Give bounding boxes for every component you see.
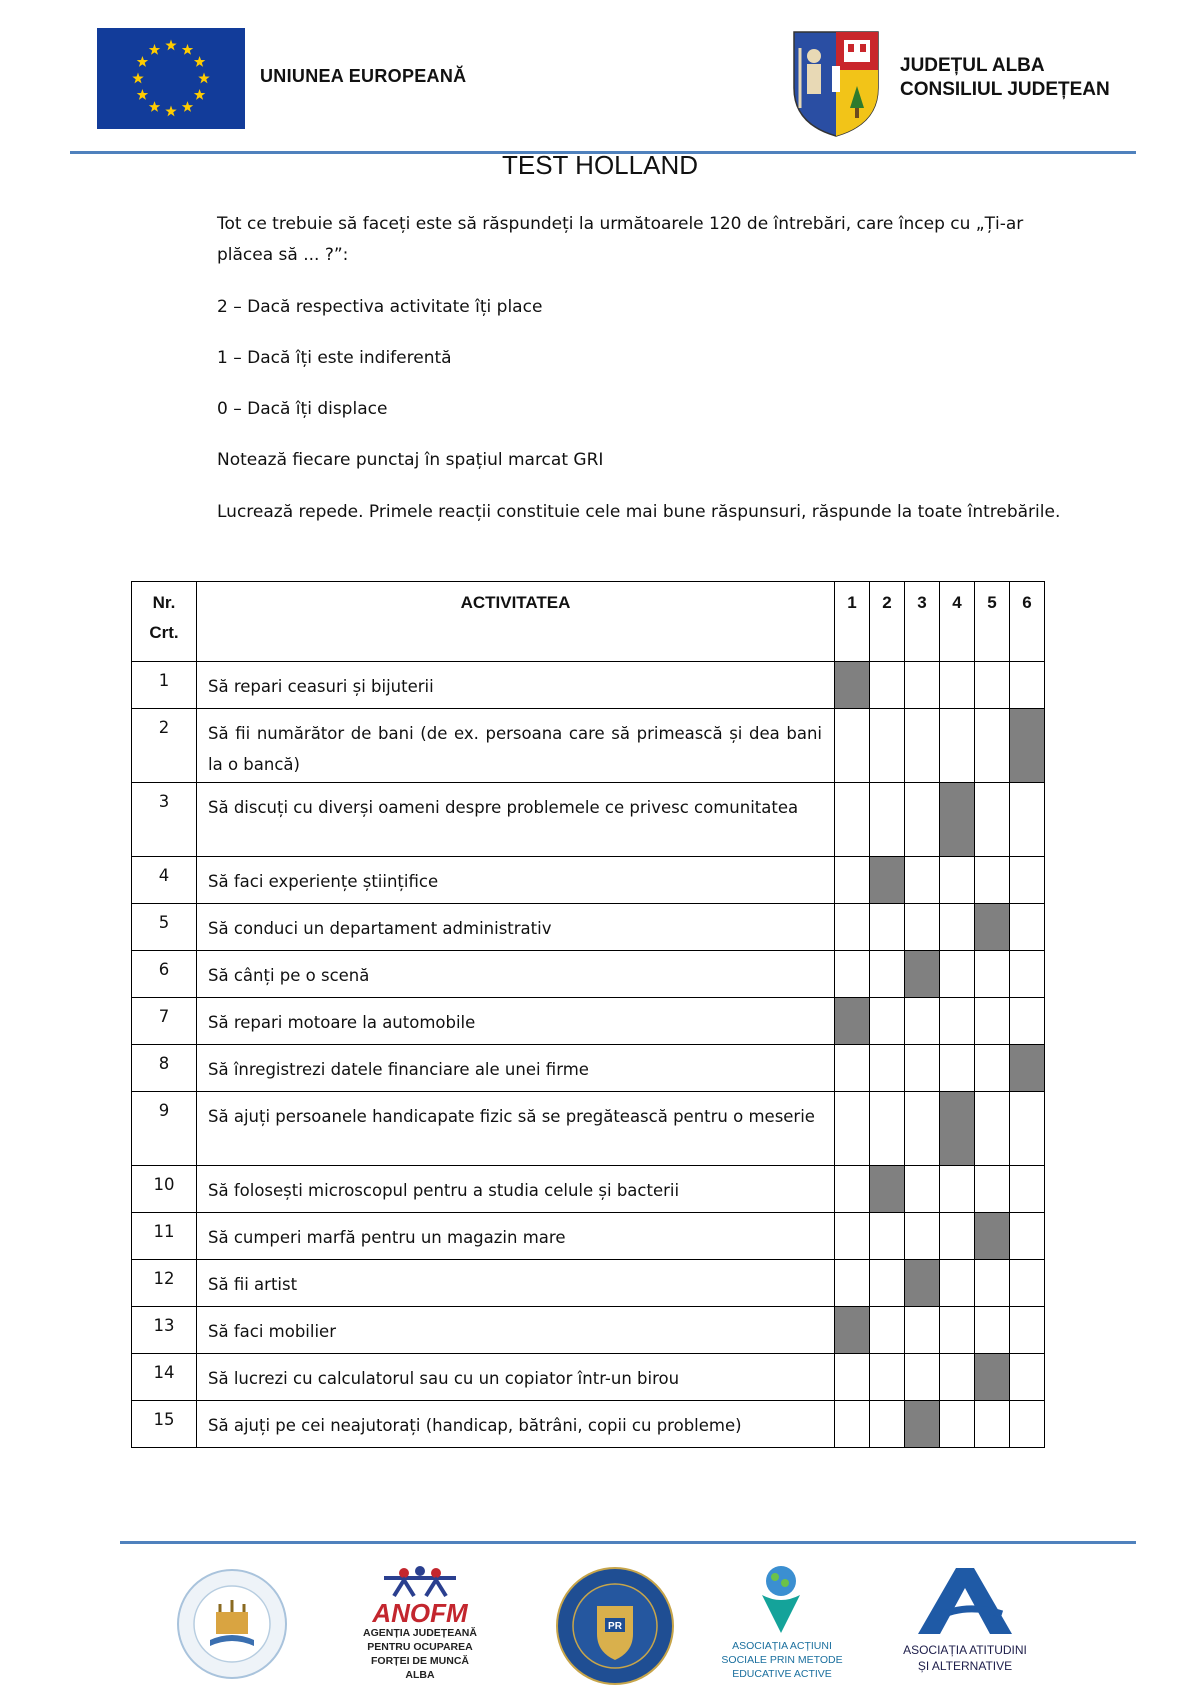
table-row [132, 904, 1045, 951]
footer-divider [120, 1541, 1136, 1544]
row-number: 6 [132, 951, 197, 998]
score-cell [835, 1166, 870, 1213]
row-number: 5 [132, 904, 197, 951]
row-number: 9 [132, 1092, 197, 1166]
score-cell [940, 1045, 975, 1092]
score-cell [1010, 998, 1045, 1045]
score-cell-gray[interactable] [940, 783, 975, 857]
score-cell [905, 904, 940, 951]
score-cell [870, 783, 905, 857]
activity-text: Să înregistrezi datele financiare ale unei firme [197, 1045, 835, 1092]
asociatia-atitudini-logo-icon [910, 1566, 1020, 1636]
instructions-paragraph: Tot ce trebuie să faceți este să răspundeți la următoarele 120 de întrebări, care încep cu „Ți-ar plăcea să ... ?”: [217, 214, 1024, 265]
score-cell-gray[interactable] [975, 904, 1010, 951]
table-row [132, 1354, 1045, 1401]
score-cell [905, 998, 940, 1045]
score-cell [975, 1401, 1010, 1448]
table-row [132, 1045, 1045, 1092]
header-col-1: 1 [835, 582, 870, 662]
score-cell [975, 1166, 1010, 1213]
score-cell [835, 1260, 870, 1307]
header-col-2: 2 [870, 582, 905, 662]
score-cell [940, 1401, 975, 1448]
score-cell-gray[interactable] [905, 1401, 940, 1448]
activity-text: Să fii numărător de bani (de ex. persoana care să primească și dea bani la o bancă) [197, 709, 835, 783]
table-row [132, 709, 1045, 783]
score-cell [835, 709, 870, 783]
score-cell [940, 1260, 975, 1307]
scale-1-text: 1 – Dacă îți este indiferentă [217, 348, 452, 368]
county-name: JUDEȚUL ALBA [900, 55, 1045, 76]
table-row [132, 1307, 1045, 1354]
score-cell [905, 1045, 940, 1092]
score-cell [940, 951, 975, 998]
score-cell [940, 904, 975, 951]
asociatia-atitudini-label: ASOCIAȚIA ATITUDINI ȘI ALTERNATIVE [903, 1643, 1027, 1673]
row-number: 12 [132, 1260, 197, 1307]
score-cell [1010, 783, 1045, 857]
score-cell-gray[interactable] [870, 1166, 905, 1213]
row-number: 14 [132, 1354, 197, 1401]
row-number: 11 [132, 1213, 197, 1260]
anofm-logo-icon [364, 1566, 476, 1626]
row-number: 4 [132, 857, 197, 904]
table-row [132, 998, 1045, 1045]
activity-text: Să cânți pe o scenă [197, 951, 835, 998]
score-cell [870, 709, 905, 783]
anofm-label: AGENȚIA JUDEȚEANĂ PENTRU OCUPAREA FORȚEI DE MUNCĂ ALBA [363, 1627, 477, 1681]
score-cell [1010, 951, 1045, 998]
header-col-5: 5 [975, 582, 1010, 662]
score-cell [1010, 857, 1045, 904]
score-cell [940, 1166, 975, 1213]
score-cell [835, 951, 870, 998]
score-cell [870, 1213, 905, 1260]
activity-text: Să cumperi marfă pentru un magazin mare [197, 1213, 835, 1260]
score-cell [870, 1045, 905, 1092]
score-cell [835, 1092, 870, 1166]
svg-text:PR: PR [608, 1621, 622, 1632]
score-cell [905, 1092, 940, 1166]
row-number: 3 [132, 783, 197, 857]
gray-note-text: Notează fiecare punctaj în spațiul marcat GRI [217, 450, 604, 470]
activity-text: Să lucrezi cu calculatorul sau cu un copiator într-un birou [197, 1354, 835, 1401]
page-title: TEST HOLLAND [501, 150, 698, 180]
score-cell [905, 1307, 940, 1354]
alba-county-crest-icon [790, 28, 882, 138]
score-cell [1010, 1401, 1045, 1448]
activity-text: Să discuți cu diverși oameni despre problemele ce privesc comunitatea [197, 783, 835, 857]
row-number: 15 [132, 1401, 197, 1448]
score-cell [835, 1213, 870, 1260]
activity-text: Să conduci un departament administrativ [197, 904, 835, 951]
score-cell [870, 998, 905, 1045]
header-activity: ACTIVITATEA [197, 582, 835, 662]
score-cell [905, 662, 940, 709]
score-cell [940, 1307, 975, 1354]
table-row [132, 1213, 1045, 1260]
score-cell [835, 783, 870, 857]
score-cell [940, 1354, 975, 1401]
table-header-row [132, 582, 1045, 662]
score-cell [975, 783, 1010, 857]
score-cell [975, 1260, 1010, 1307]
work-fast-paragraph: Lucrează repede. Primele reacții constituie cele mai bune răspunsuri, răspunde la toate întrebările. [217, 502, 1061, 522]
score-cell [1010, 904, 1045, 951]
score-cell-gray[interactable] [870, 857, 905, 904]
svg-text:ANOFM: ANOFM [372, 1598, 468, 1626]
score-cell [905, 1354, 940, 1401]
inspectoratul-scolar-logo-icon [176, 1568, 288, 1680]
activity-text: Să ajuți pe cei neajutorați (handicap, bătrâni, copii cu probleme) [197, 1401, 835, 1448]
score-cell [975, 709, 1010, 783]
score-cell [1010, 1354, 1045, 1401]
row-number: 1 [132, 662, 197, 709]
scale-2-text: 2 – Dacă respectiva activitate îți place [217, 297, 543, 317]
score-cell [940, 709, 975, 783]
score-cell [1010, 1092, 1045, 1166]
header-nr: Nr. Crt. [132, 582, 197, 662]
table-row [132, 662, 1045, 709]
score-cell [870, 951, 905, 998]
score-cell-gray[interactable] [975, 1354, 1010, 1401]
score-cell [975, 1307, 1010, 1354]
score-cell [870, 1092, 905, 1166]
score-cell-gray[interactable] [1010, 709, 1045, 783]
score-cell [835, 1401, 870, 1448]
score-cell [905, 857, 940, 904]
score-cell [1010, 662, 1045, 709]
header-col-3: 3 [905, 582, 940, 662]
county-council: CONSILIUL JUDEȚEAN [900, 79, 1110, 100]
score-cell [905, 1166, 940, 1213]
score-cell [870, 1260, 905, 1307]
score-cell [905, 709, 940, 783]
score-cell [1010, 1307, 1045, 1354]
patronatul-roman-logo-icon [555, 1566, 675, 1686]
score-cell [835, 904, 870, 951]
score-cell-gray[interactable] [835, 1307, 870, 1354]
score-cell-gray[interactable] [940, 1092, 975, 1166]
score-cell [975, 1092, 1010, 1166]
score-cell-gray[interactable] [905, 951, 940, 998]
activity-text: Să faci experiențe științifice [197, 857, 835, 904]
score-cell [940, 998, 975, 1045]
activity-text: Să folosești microscopul pentru a studia celule și bacterii [197, 1166, 835, 1213]
score-cell [975, 951, 1010, 998]
score-cell [835, 1354, 870, 1401]
table-row [132, 783, 1045, 857]
score-cell [870, 1307, 905, 1354]
row-number: 13 [132, 1307, 197, 1354]
holland-test-table [131, 581, 1045, 1448]
score-cell-gray[interactable] [1010, 1045, 1045, 1092]
score-cell [975, 662, 1010, 709]
score-cell [940, 662, 975, 709]
table-row [132, 1092, 1045, 1166]
score-cell-gray[interactable] [905, 1260, 940, 1307]
row-number: 7 [132, 998, 197, 1045]
score-cell [975, 1045, 1010, 1092]
table-row [132, 1166, 1045, 1213]
score-cell [870, 1401, 905, 1448]
activity-text: Să repari ceasuri și bijuterii [197, 662, 835, 709]
score-cell [835, 857, 870, 904]
table-row [132, 1260, 1045, 1307]
activity-text: Să repari motoare la automobile [197, 998, 835, 1045]
table-row [132, 1401, 1045, 1448]
score-cell [1010, 1213, 1045, 1260]
score-cell [905, 1213, 940, 1260]
table-row [132, 857, 1045, 904]
score-cell-gray[interactable] [835, 998, 870, 1045]
score-cell [870, 662, 905, 709]
row-number: 8 [132, 1045, 197, 1092]
score-cell-gray[interactable] [975, 1213, 1010, 1260]
activity-text: Să fii artist [197, 1260, 835, 1307]
score-cell-gray[interactable] [835, 662, 870, 709]
score-cell [940, 1213, 975, 1260]
asociatia-actiuni-sociale-logo-icon [752, 1563, 810, 1635]
score-cell [975, 857, 1010, 904]
header-col-6: 6 [1010, 582, 1045, 662]
activity-text: Să ajuți persoanele handicapate fizic să se pregătească pentru o meserie [197, 1092, 835, 1166]
score-cell [975, 998, 1010, 1045]
score-cell [835, 1045, 870, 1092]
score-cell [870, 1354, 905, 1401]
header-col-4: 4 [940, 582, 975, 662]
activity-text: Să faci mobilier [197, 1307, 835, 1354]
score-cell [905, 783, 940, 857]
row-number: 10 [132, 1166, 197, 1213]
score-cell [940, 857, 975, 904]
score-cell [870, 904, 905, 951]
row-number: 2 [132, 709, 197, 783]
eu-label: UNIUNEA EUROPEANĂ [260, 66, 467, 86]
asociatia-actiuni-label: ASOCIAȚIA ACȚIUNI SOCIALE PRIN METODE EDUCATIVE ACTIVE [721, 1640, 843, 1680]
eu-flag-icon [97, 28, 245, 129]
table-row [132, 951, 1045, 998]
score-cell [1010, 1166, 1045, 1213]
scale-0-text: 0 – Dacă îți displace [217, 399, 388, 419]
score-cell [1010, 1260, 1045, 1307]
